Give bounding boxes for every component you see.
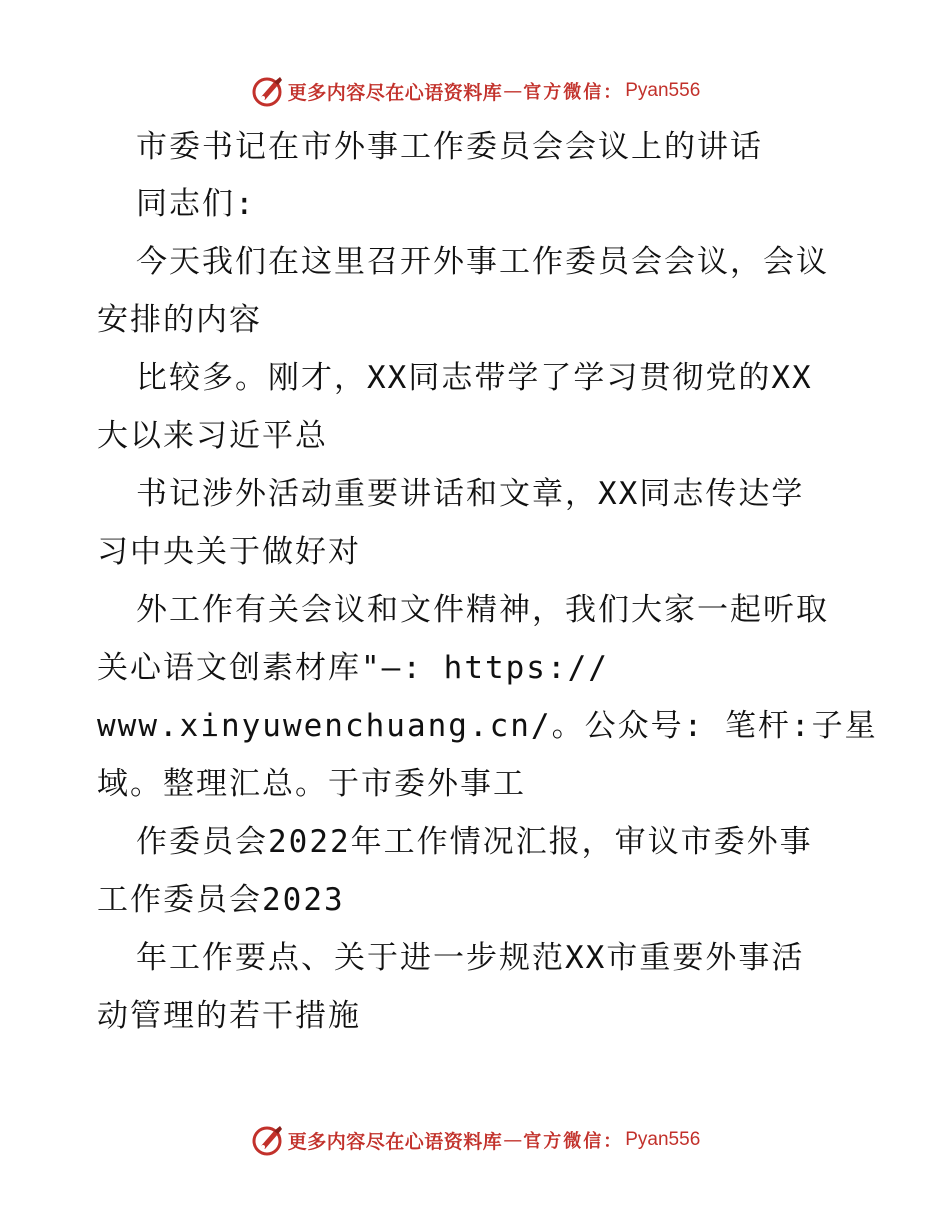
- paragraph-line: 大以来习近平总: [97, 418, 328, 454]
- pen-logo-icon: [250, 1122, 286, 1158]
- banner-wechat-id: Pyan556: [625, 80, 701, 101]
- banner-official-label: 官方微信：: [523, 82, 624, 103]
- banner-wechat-id: Pyan556: [625, 1129, 701, 1150]
- document-title: 市委书记在市外事工作委员会会议上的讲话: [136, 129, 763, 165]
- paragraph-line: 同志们:: [136, 186, 256, 222]
- footer-banner: [0, 1120, 950, 1160]
- paragraph-line: 动管理的若干措施: [97, 998, 361, 1034]
- banner-brand-text: 更多内容尽在心语资料库: [287, 1130, 503, 1153]
- paragraph-line: www.xinyuwenchuang.cn/。公众号: 笔杆:子星: [97, 708, 878, 744]
- paragraph-line: 工作委员会2023: [97, 882, 345, 918]
- paragraph-line: 比较多。刚才，XX同志带学了学习贯彻党的XX: [136, 360, 813, 396]
- header-banner: [0, 71, 950, 111]
- pen-logo-icon: [250, 73, 286, 109]
- paragraph-line: 作委员会2022年工作情况汇报，审议市委外事: [136, 824, 813, 860]
- banner-brand-text: 更多内容尽在心语资料库: [287, 81, 503, 104]
- paragraph-line: 域。整理汇总。于市委外事工: [97, 766, 526, 802]
- paragraph-line: 外工作有关会议和文件精神，我们大家一起听取: [136, 592, 829, 628]
- banner-dash: —: [503, 80, 523, 102]
- paragraph-line: 年工作要点、关于进一步规范XX市重要外事活: [136, 940, 805, 976]
- paragraph-line: 安排的内容: [97, 302, 262, 338]
- paragraph-line: 今天我们在这里召开外事工作委员会会议，会议: [136, 244, 829, 280]
- banner-official-label: 官方微信：: [523, 1131, 624, 1152]
- paragraph-line: 习中央关于做好对: [97, 534, 361, 570]
- banner-dash: —: [503, 1129, 523, 1151]
- paragraph-line: 关心语文创素材库"—: https://: [97, 650, 609, 686]
- paragraph-line: 书记涉外活动重要讲话和文章，XX同志传达学: [136, 476, 805, 512]
